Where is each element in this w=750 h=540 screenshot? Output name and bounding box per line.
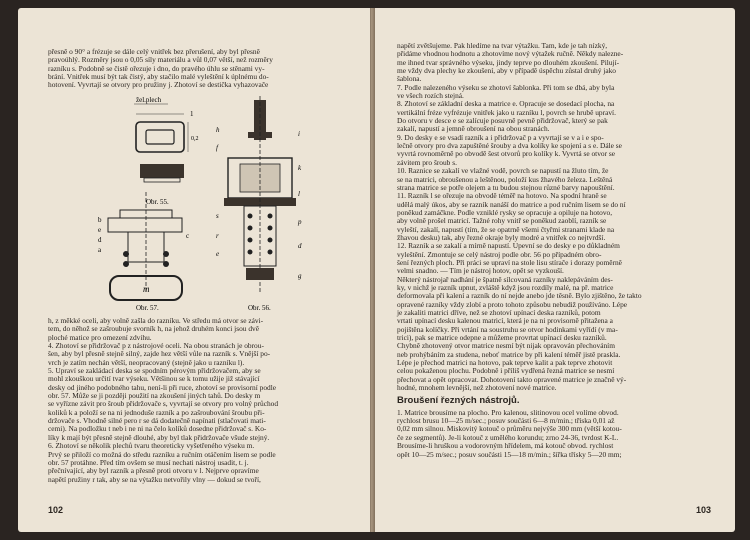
text-line: obr. 57. Může se ji později použití na zkoušení jiných tahů. Do desky m xyxy=(48,391,261,401)
text-line: držovače s. Vhodně silné pero r se dá dodatečně napínati (stlačovati mati- xyxy=(48,416,266,426)
label-b: b xyxy=(98,216,102,224)
text-line: udělá malý úkos, aby se razník nanáší do matrice a pod ručním lisem se do ní xyxy=(397,199,626,209)
text-line: 11. Razník l se ořezuje na obvodě téměř na hotovo. Na spodní hraně se xyxy=(397,191,607,201)
text-line: razníku s. Podobně se čistě ořezuje i dno, do pravého úhlu se stěnami vy- xyxy=(48,63,265,73)
label-r: r xyxy=(216,232,219,240)
text-line: přesně o 90° a frézuje se dále celý vnitřek bez přerušení, aby byl přesně xyxy=(48,47,260,56)
text-line: vrch je zatím nechán větší, neopracovaný (stejně jako u razníku l). xyxy=(48,357,245,367)
label-a: a xyxy=(98,246,102,254)
text-line: h, z měkké oceli, aby volně zašla do razníku. Ve středu má otvor se závi- xyxy=(48,316,264,325)
fig55-caption: Obr. 55. xyxy=(146,198,169,206)
label-dim-top: 1 xyxy=(190,110,194,118)
text-line: pravoúhlý. Rozměry jsou o 0,05 síly materiálu a vůl 0,07 větší, než rozměry xyxy=(48,55,273,65)
text-line: vyleštění. Zmontuje se celý nástroj podle obr. 56 po případném obro- xyxy=(397,249,602,259)
text-line: hotovení. Vyvrtají se otvory pro pružiny j. Zhotoví se destička vyhazovače xyxy=(48,80,269,90)
text-line: šablona. xyxy=(397,74,422,84)
figures-area xyxy=(48,92,358,314)
text-line: hodné, mnohem levnější, než zhotovení nové matrice. xyxy=(397,383,557,393)
text-line: ky, v nichž je razník upnut, zvláště když jsou rozdíly malé, na př. matrice xyxy=(397,282,614,292)
label-g: g xyxy=(298,272,302,280)
label-c: c xyxy=(186,232,190,240)
label-dim-side: 0,2 xyxy=(191,136,199,142)
text-line: 10. Raznice se zakalí ve vlažné vodě, povrch se napustí na žluto tím, že xyxy=(397,166,609,176)
text-line: napětí zvětšujeme. Pak hledíme na tvar výtažku. Tam, kde je tah nízký, xyxy=(397,41,608,50)
label-l: l xyxy=(298,190,300,198)
label-zel-plech: žel.plech xyxy=(136,96,162,104)
left-top-text xyxy=(48,48,358,90)
left-page xyxy=(18,8,370,532)
label-d2: d xyxy=(298,242,302,250)
page-number-left: 102 xyxy=(48,504,64,515)
text-line: koliků k a položí se na ni jednoduše razník a po zašroubování šroubu při- xyxy=(48,407,265,417)
text-line: šení řezných ploch. Při práci se upraví na stole lisu stírače i dorazy poměrně xyxy=(397,257,622,267)
text-line: vrtati upínací desku kalenou matricí, která je na ni provisorně přitažena a xyxy=(397,316,613,326)
text-line: obr. 57 protáhne. Před tím ovšem se musí nechati nástroj usadit, t. j. xyxy=(48,457,249,467)
text-line: aby volně prošel matricí. Tažné rohy vnitř se poněkud zaoblí, razník se xyxy=(397,216,607,226)
text-line: se na matrici, obroušenou a leštěnou, položí kus žhavého železa. Leštěná xyxy=(397,174,613,184)
text-line: rychlost brusu 10—25 m/sec.; posuv součásti 6—8 m/min.; tříska 0,01 až xyxy=(397,416,615,426)
label-d: d xyxy=(98,236,102,244)
label-e: e xyxy=(98,226,102,234)
text-line: 0,02 mm silnou. Miskovitý kotouč o průměru nejvýše 300 mm (větší kotou- xyxy=(397,424,622,434)
text-line: 7. Podle nalezeného výseku se zhotoví šablonka. Při tom se dbá, aby byla xyxy=(397,82,615,92)
text-line: celou pokaženou plochu. Podobně i příliš vydřená řezná matrice se nesmí xyxy=(397,366,615,376)
text-line: přechovat a opět opracovat. Dohotovení takto opravené matrice je značně vý- xyxy=(397,374,627,384)
text-line: mohl zkouškou určití tvar výseku. Většinou se k tomu užije již stávající xyxy=(48,374,260,384)
text-line: vertikální fréze vyfrézuje vnitřek jako u razníku l, povrch se hrubě upraví. xyxy=(397,107,616,117)
text-line: deformovala při kalení a razník do ní nejde anebo jde těsně. Bylo zjištěno, že takto xyxy=(397,291,642,301)
text-line: poněkud zamáčkne. Podle vzniklé rysky se opracuje a opiluje na hotovo, xyxy=(397,207,613,217)
text-line: 9. Do desky e se vsadí razník a i přidržovač p a vyvrtají se v a i e spo- xyxy=(397,132,604,142)
text-line: 4. Zhotoví se přidržovač p z nástrojové oceli. Na obou stranách je obrou- xyxy=(48,341,264,351)
left-bottom-text xyxy=(48,317,358,484)
text-line: 1. Matrice brousíme na plocho. Pro kalenou, slitinovou ocel volíme obvod. xyxy=(397,407,619,417)
text-line: žhavou desku) tak, aby řezné okraje byly modré a vnitřek co nejtvrdší. xyxy=(397,232,606,242)
text-line: strana matrice se potře olejem a tu budou stejnou různé barvy napouštění. xyxy=(397,182,615,192)
text-line: pojištěna kolíčky. Při vrtání na soustruhu se otvor hodinkami vyřídí (v ma- xyxy=(397,324,618,334)
text-line: brání. Vnitřek musí být tak čistý, aby stačilo malé vyleštění k úplnému do- xyxy=(48,72,269,82)
right-after-heading xyxy=(397,409,713,459)
right-body xyxy=(397,42,713,392)
text-line: če ze segmentů). Je-li kotouč z umělého korundu; zrno 24-36, tvrdost K-L. xyxy=(397,432,619,442)
text-line: velmi snadno. — Tím je nástroj hotov, opět se vyzkouší. xyxy=(397,266,564,276)
label-p: p xyxy=(298,218,302,226)
label-k: k xyxy=(298,164,302,172)
text-line: Prvý se přiloží co možná do středu razníku a ručním otáčením lisem se podle xyxy=(48,449,276,459)
label-m: m xyxy=(143,284,150,294)
text-line: trici), pak se matrice odepne a můžeme provrtat upínací desku razníků. xyxy=(397,333,607,343)
right-page xyxy=(375,8,735,532)
text-line: Brousíme-li hruškou a vodorovným hřídelem, má kotouč obvod. rychlost xyxy=(397,441,614,451)
label-e2: e xyxy=(216,250,220,258)
text-line: 6. Zhotoví se několik plechů tvaru theoreticky vyšetřeného výseku m. xyxy=(48,441,255,451)
text-line: Některý nástrojař nadhání je špatně sílcovaná razníky naklepáváním des- xyxy=(397,274,613,284)
text-line: desky od jiného podobného tahu, není-li při ruce, zhotoví se provisorní podle xyxy=(48,382,277,392)
text-line: přidáme vhodnou hodnotu a zhotovíme nový výtažek ručně. Někdy nalezne- xyxy=(397,49,624,59)
text-line: napětí pružiny r tak, aby se na výtažku netvořily vlny — dokud se tvoří, xyxy=(48,474,261,484)
text-line: Do otvoru v desce e se zalícuje posuvně pevně přidržovač, který se pak xyxy=(397,116,608,126)
text-line: líky k mají být přesně stejně dlouhé, aby byl tlak přidržovače všude stejný. xyxy=(48,432,270,442)
text-line: šen, aby byl přesně stejně silný, zajde hez větší vůle na razník s. Vnější po- xyxy=(48,349,271,359)
text-line: ve všech rozích stejná. xyxy=(397,91,464,101)
right-text xyxy=(397,42,713,459)
text-line: zakalí, napustí a jemně obroušení na obou stranách. xyxy=(397,124,550,134)
text-line: závitem pro šroub s. xyxy=(397,157,457,167)
text-line: me vždy dva plechy ke zkoušení, aby v případě úspěchu zůstal druhý jako xyxy=(397,66,616,76)
text-line: opět 10—25 m/sec.; posuv součásti 15—18 m/min.; šířka třísky 5—20 mm; xyxy=(397,449,622,459)
label-i: i xyxy=(298,130,300,138)
text-line: opravené razníky vždy zlobí a proto tohoto způsobu nebudiž používáno. Lépe xyxy=(397,299,628,309)
label-f: f xyxy=(216,144,218,152)
text-line: cemi). Na podložku t neb i ne ni na čelo kolíků dosedne přidržovač s. Ko- xyxy=(48,424,267,434)
text-line: Chybně zhotovený otvor matrice nesmí být nijak opravován přechováním xyxy=(397,341,615,351)
section-heading: Broušení řezných nástrojů. xyxy=(397,395,520,407)
fig57-caption: Obr. 57. xyxy=(136,304,159,312)
text-line: 12. Razník a se zakalí a mírně napustí. Upevní se do desky e po důkladném xyxy=(397,241,620,251)
text-line: je zakaliti matrici dříve, než se zhotoví upínací deska razníků, potom xyxy=(397,308,601,317)
text-line: vyleští, zakalí, napustí (tím, že se opatrně všemi čtyřmi stranami klade na xyxy=(397,224,615,234)
page-number-right: 103 xyxy=(695,504,711,515)
fig56-caption: Obr. 56. xyxy=(248,304,271,312)
text-line: Lépe je přechod matrici na hotovo, pak teprve kalit a pak teprve zhotovit xyxy=(397,358,613,368)
figure-56 xyxy=(216,96,302,312)
text-line: tem, do něhož se zašroubuje svorník h, na jehož druhém konci jsou dvě xyxy=(48,324,259,334)
text-line: přečnívající, aby byl razník a přesně proti otvoru v l. Nejprve opravíme xyxy=(48,466,259,476)
text-line: 5. Upraví se zakládací deska se spodním pérovým přidržovačem, aby se xyxy=(48,366,261,376)
text-line: vyvrtá rovnoměrně po obvodě šest otvorů pro kolíky k. Vyvrtá se otvor se xyxy=(397,149,616,159)
label-s: s xyxy=(216,212,219,220)
label-h: h xyxy=(216,126,220,134)
text-line: ploché matice pro omezení zdvihu. xyxy=(48,332,152,342)
text-line: neb prohýbáním za studena, neboť matrice by při kalení téměř jistě praskla. xyxy=(397,349,621,359)
text-line: me ihned tvar správného výseku, jindy teprve po dlouhém zkoušení. Pilují- xyxy=(397,57,620,67)
figure-55 xyxy=(134,96,199,206)
text-line: 8. Zhotoví se základní deska a matrice e. Opracuje se dosedací plocha, na xyxy=(397,99,615,109)
text-line: lečně otvory pro dva zapuštěné šrouby a dva kolíky ke spojení a s e. Dále se xyxy=(397,141,622,151)
text-line: se vyřízne závit pro šroub přidržovače s, vyvrtají se otvory pro volný průchod xyxy=(48,399,279,409)
figure-57 xyxy=(98,192,189,312)
